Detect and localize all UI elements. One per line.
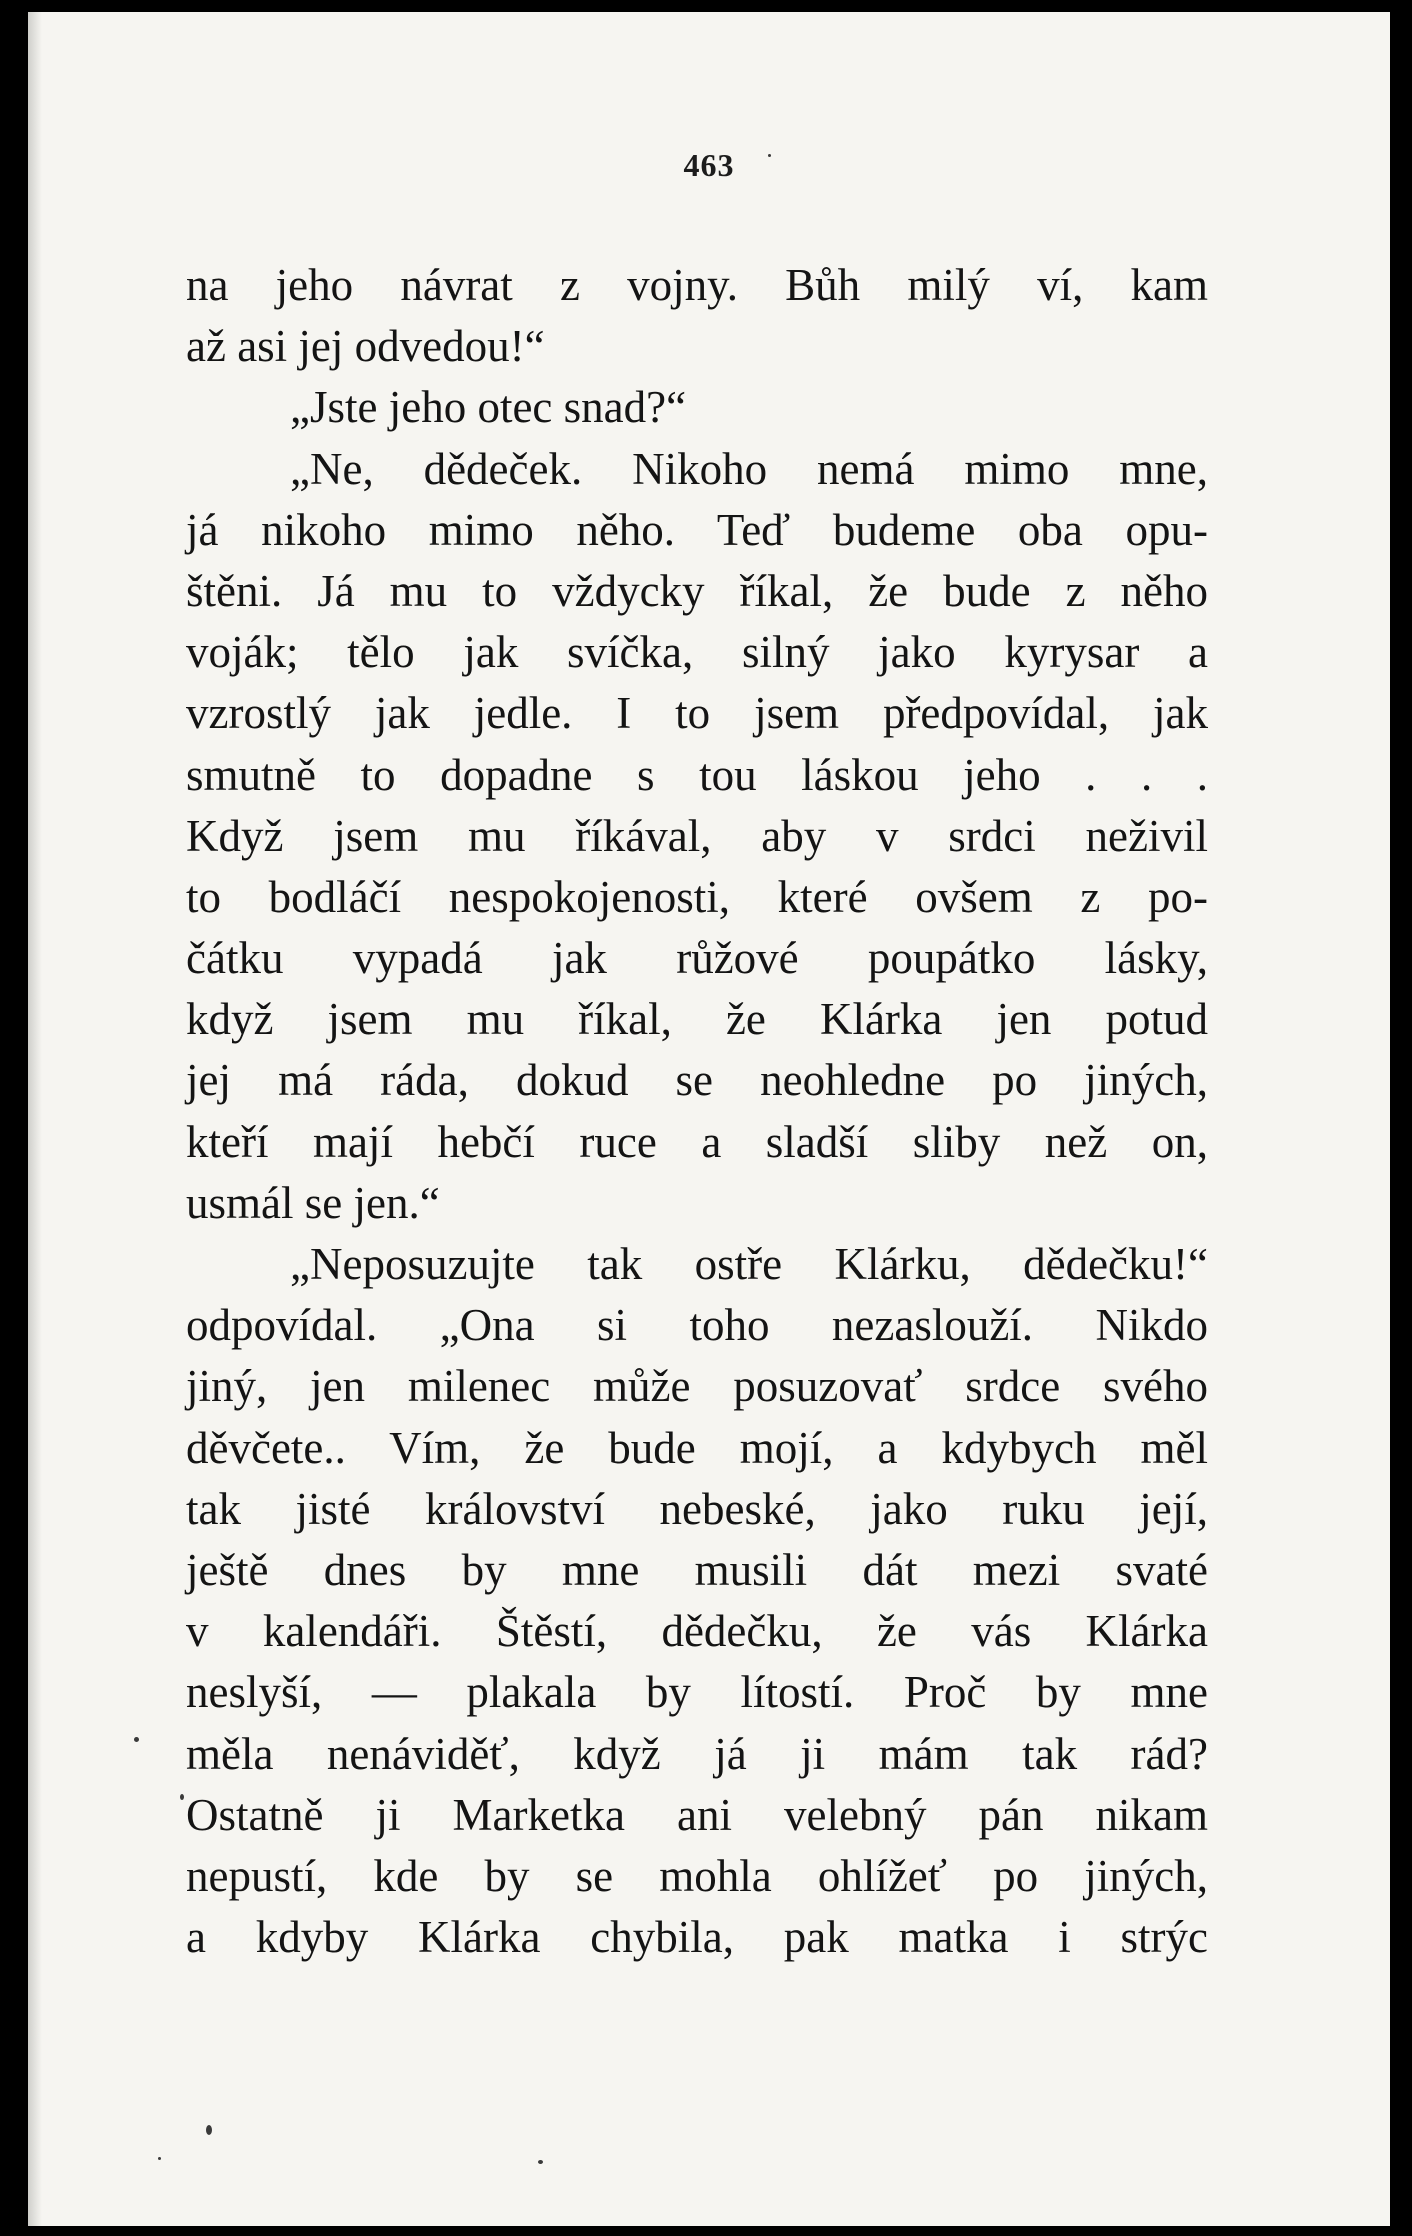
text-line: tak jisté království nebeské, jako ruku její, [186, 1483, 1208, 1534]
text-line: jej má ráda, dokud se neohledne po jiných, [186, 1055, 1208, 1106]
text-line: až asi jej odvedou!“ [186, 321, 545, 372]
page-number: 463 [683, 147, 735, 183]
scan-speck [538, 2160, 543, 2164]
text-line: usmál se jen.“ [186, 1177, 440, 1228]
scan-speck [206, 2125, 212, 2135]
text-line: Ostatně ji Marketka ani velebný pán nikam [186, 1789, 1208, 1840]
scan-speck [768, 154, 771, 157]
page-edge-shadow [28, 12, 42, 2226]
text-line: „Neposuzujte tak ostře Klárku, dědečku!“ [290, 1239, 1208, 1289]
text-line: to bodláčí nespokojenosti, které ovšem z po- [186, 871, 1208, 922]
text-line: „Jste jeho otec snad?“ [290, 382, 687, 433]
text-line: Když jsem mu říkával, aby v srdci neživil [186, 810, 1208, 861]
text-line: já nikoho mimo něho. Teď budeme oba opu- [186, 504, 1208, 555]
scan-speck [180, 1794, 184, 1800]
text-line: nepustí, kde by se mohla ohlížeť po jiných, [186, 1850, 1208, 1901]
text-line: děvčete.. Vím, že bude mojí, a kdybych měl [186, 1422, 1208, 1473]
scan-speck [134, 1737, 139, 1742]
scan-speck [158, 2157, 161, 2160]
text-line: štěni. Já mu to vždycky říkal, že bude z něho [186, 565, 1208, 616]
text-line: smutně to dopadne s tou láskou jeho . . . [186, 749, 1208, 800]
text-line: odpovídal. „Ona si toho nezaslouží. Nikdo [186, 1300, 1208, 1351]
text-line: když jsem mu říkal, že Klárka jen potud [186, 994, 1208, 1045]
text-line: kteří mají hebčí ruce a sladší sliby než on, [186, 1116, 1208, 1167]
text-line: voják; tělo jak svíčka, silný jako kyrysar a [186, 627, 1208, 678]
text-line: na jeho návrat z vojny. Bůh milý ví, kam [186, 260, 1208, 310]
text-line: neslyší, — plakala by lítostí. Proč by mne [186, 1667, 1208, 1718]
text-line: a kdyby Klárka chybila, pak matka i strýc [186, 1912, 1208, 1963]
text-line: čátku vypadá jak růžové poupátko lásky, [186, 933, 1208, 984]
body-text [186, 255, 1208, 1968]
book-page [28, 12, 1390, 2226]
text-line: vzrostlý jak jedle. I to jsem předpovídal, jak [186, 688, 1208, 739]
text-line: „Ne, dědeček. Nikoho nemá mimo mne, [290, 443, 1208, 494]
text-line: v kalendáři. Štěstí, dědečku, že vás Klárka [186, 1606, 1208, 1657]
text-line: jiný, jen milenec může posuzovať srdce svého [186, 1361, 1208, 1412]
text-line: ještě dnes by mne musili dát mezi svaté [186, 1544, 1208, 1595]
text-line: měla nenáviděť, když já ji mám tak rád? [186, 1728, 1208, 1779]
